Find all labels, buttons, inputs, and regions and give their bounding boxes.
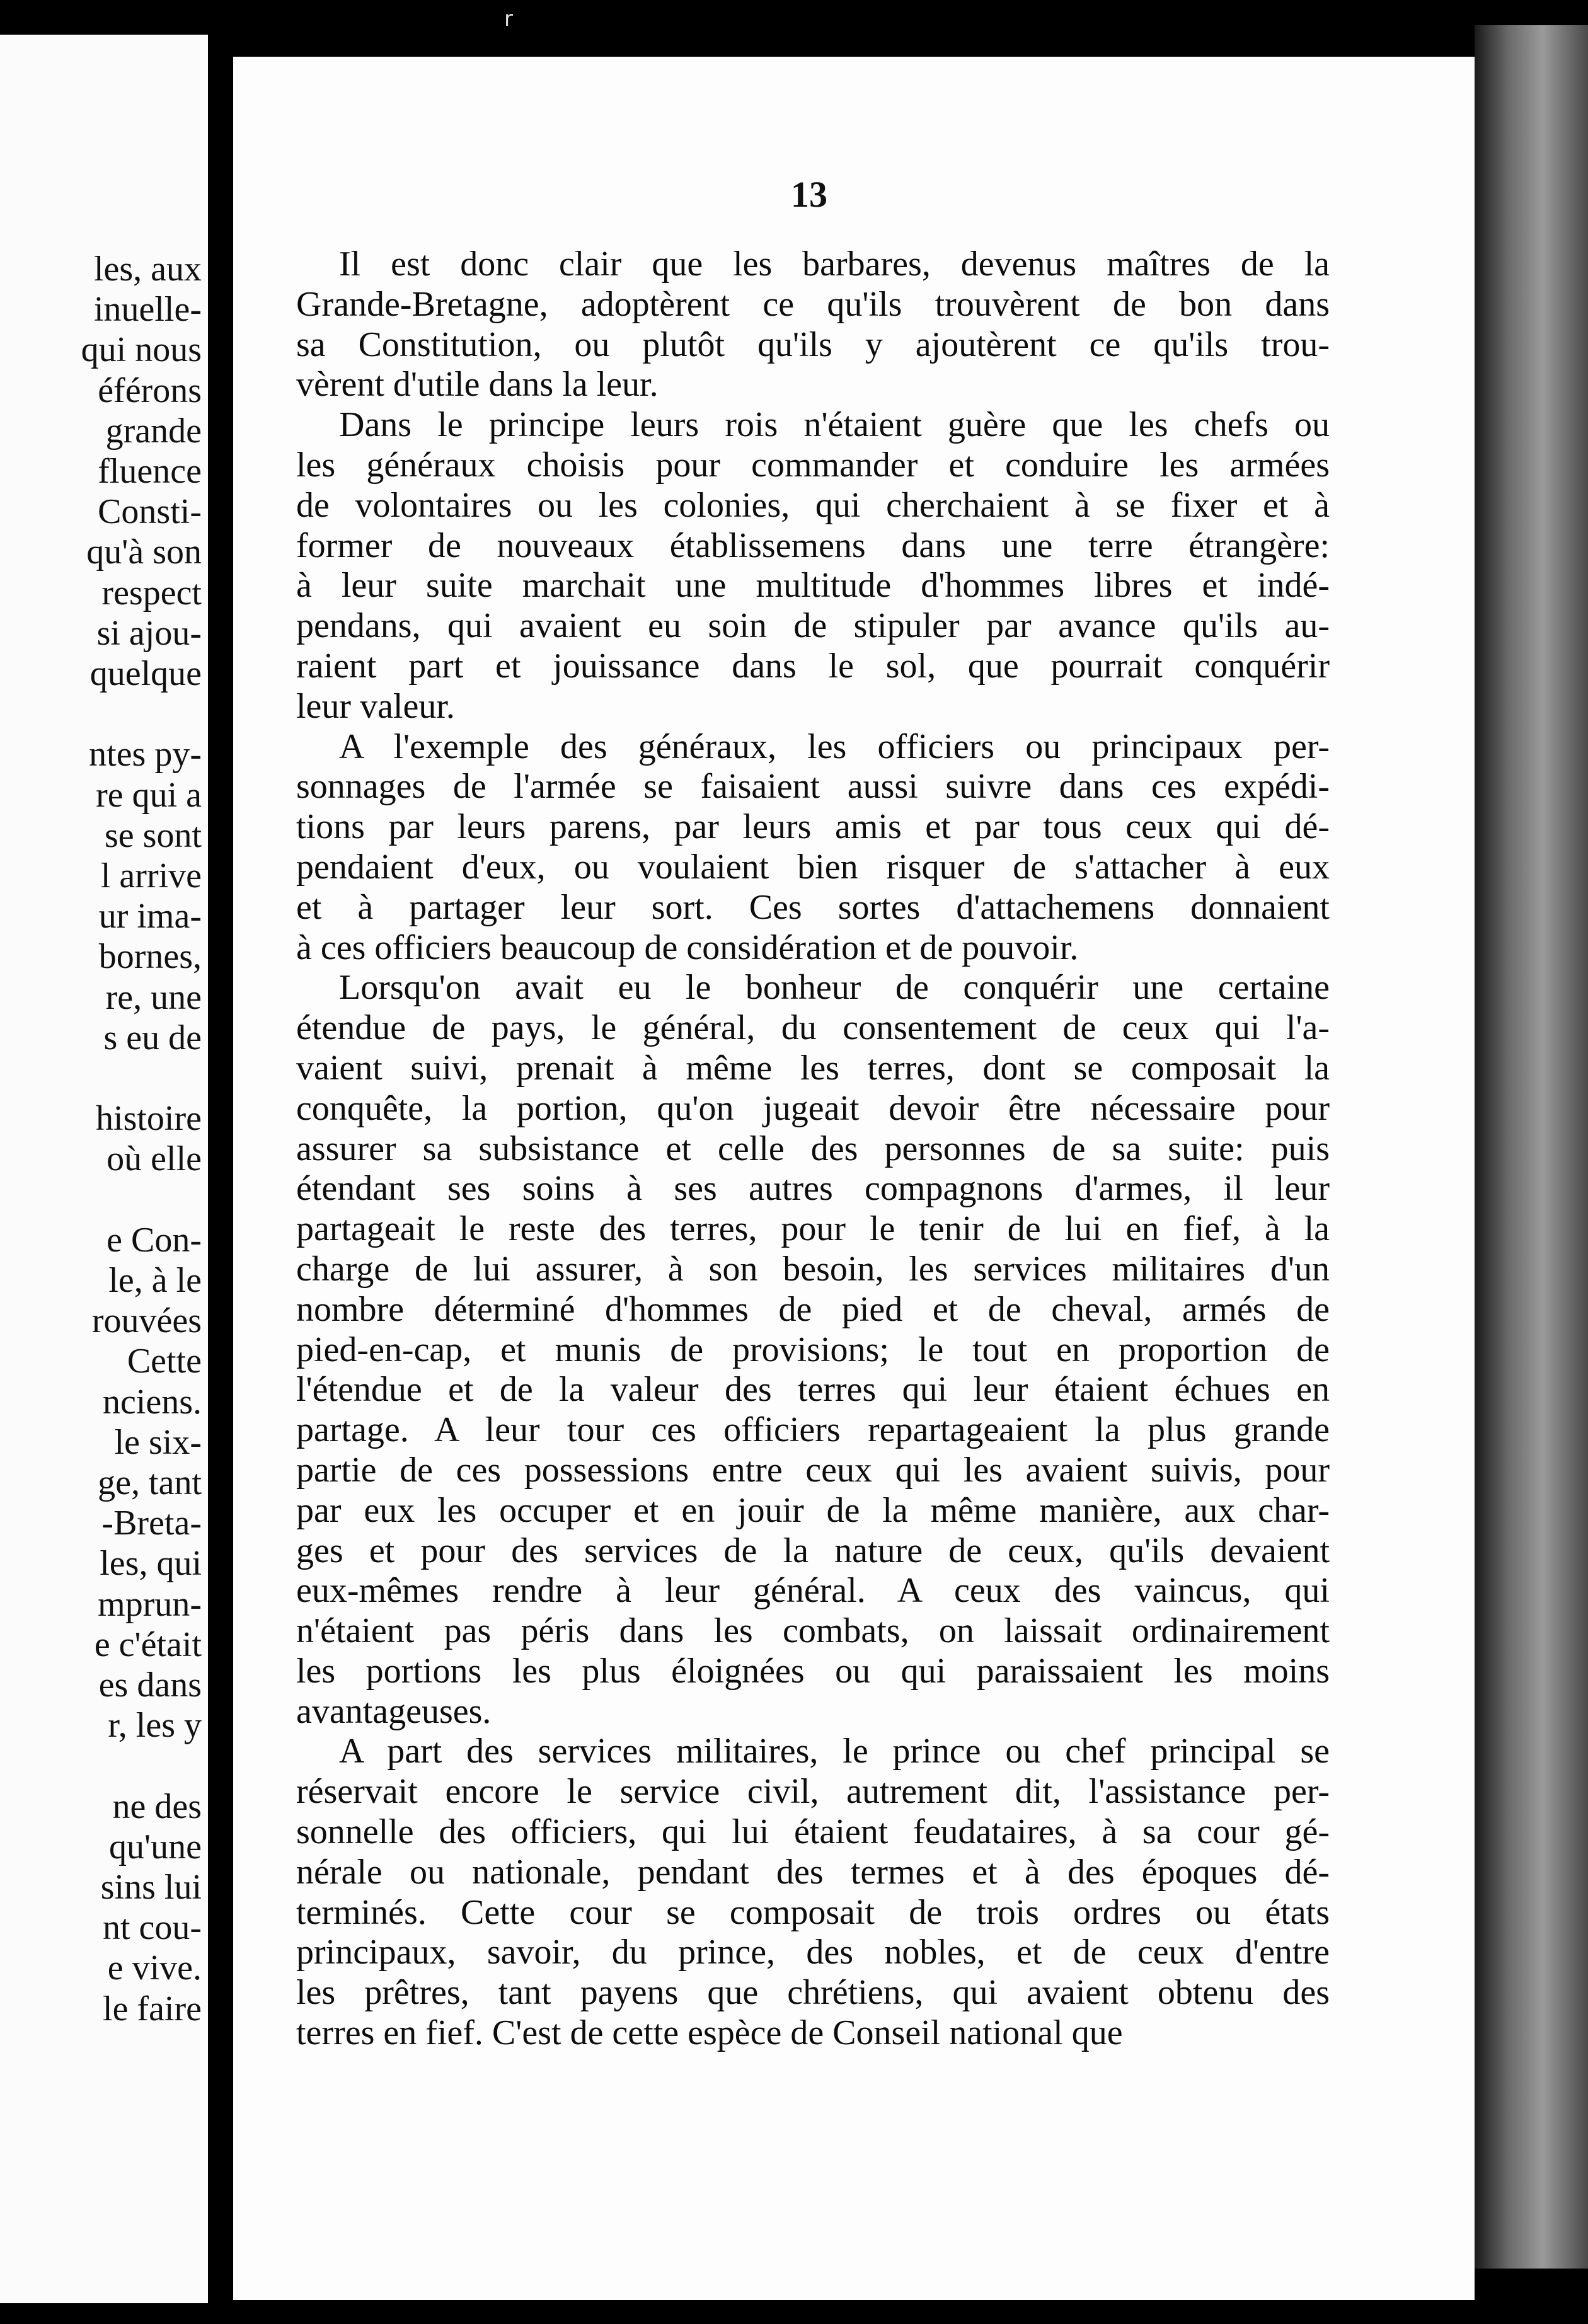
left-page-line: e Con- — [106, 1220, 202, 1260]
text-line: ges et pour des services de la nature de ceux, qu'ils devaient — [296, 1531, 1330, 1570]
text-line: terminés. Cette cour se composait de trois ordres ou états — [296, 1892, 1330, 1932]
left-page-fragment — [0, 35, 221, 2303]
left-page-line: les, aux — [93, 250, 202, 289]
left-page-line: inuelle- — [93, 290, 202, 330]
left-page-line: respect — [101, 573, 202, 613]
left-page-line: quelque — [89, 654, 202, 693]
text-line: les prêtres, tant payens que chrétiens, qui avaient obtenu des — [296, 1973, 1330, 2013]
page-gutter — [208, 0, 233, 2324]
text-line: tions par leurs parens, par leurs amis et par tous ceux qui dé- — [296, 807, 1330, 847]
left-page-line: r, les y — [108, 1706, 202, 1746]
text-line: Grande-Bretagne, adoptèrent ce qu'ils trouvèrent de bon dans — [296, 284, 1330, 324]
text-line: former de nouveaux établissemens dans une terre étrangère: — [296, 526, 1330, 565]
text-line: à ces officiers beaucoup de considération et de pouvoir. — [296, 928, 1079, 967]
text-line: étendant ses soins à ses autres compagnons d'armes, il leur — [296, 1169, 1330, 1209]
left-page-line: es dans — [98, 1665, 202, 1705]
body-text — [296, 244, 1330, 2054]
left-page-line: si ajou- — [96, 613, 202, 653]
paragraph — [296, 727, 1330, 969]
left-page-line: fluence — [98, 452, 202, 491]
text-line: leur valeur. — [296, 686, 455, 726]
text-line: les portions les plus éloignées ou qui paraissaient les moins — [296, 1651, 1330, 1691]
text-line: A l'exemple des généraux, les officiers ou principaux per- — [339, 727, 1330, 766]
text-line: par eux les occuper et en jouir de la même manière, aux char- — [296, 1490, 1330, 1530]
left-page-line: l arrive — [100, 856, 202, 895]
text-line: partie de ces possessions entre ceux qui les avaient suivis, pour — [296, 1450, 1330, 1490]
text-line: pendans, qui avaient eu soin de stipuler par avance qu'ils au- — [296, 606, 1330, 646]
left-page-line: qu'une — [109, 1827, 202, 1867]
left-page-line: se sont — [105, 815, 202, 855]
text-line: et à partager leur sort. Ces sortes d'attachemens donnaient — [296, 887, 1330, 927]
left-page-line: Consti- — [98, 492, 202, 532]
text-line: partageait le reste des terres, pour le tenir de lui en fief, à la — [296, 1209, 1330, 1249]
left-page-line: le, à le — [108, 1261, 202, 1300]
text-line: l'étendue et de la valeur des terres qui leur étaient échues en — [296, 1370, 1330, 1410]
text-line: partage. A leur tour ces officiers repartageaient la plus grande — [296, 1410, 1330, 1450]
text-line: assurer sa subsistance et celle des personnes de sa suite: puis — [296, 1129, 1330, 1168]
left-page-line: ntes py- — [89, 735, 202, 774]
text-line: les généraux choisis pour commander et conduire les armées — [296, 445, 1330, 485]
paragraph — [296, 405, 1330, 727]
text-line: pendaient d'eux, ou voulaient bien risquer de s'attacher à eux — [296, 847, 1330, 887]
text-line: charge de lui assurer, à son besoin, les services militaires d'un — [296, 1249, 1330, 1289]
left-page-line: les, qui — [100, 1544, 202, 1584]
left-page-line: Cette — [127, 1342, 202, 1381]
text-line: Il est donc clair que les barbares, devenus maîtres de la — [339, 244, 1330, 284]
page-edge-shadow — [1475, 25, 1588, 2269]
text-line: nombre déterminé d'hommes de pied et de cheval, armés de — [296, 1289, 1330, 1329]
left-page-line: qu'à son — [86, 532, 202, 572]
text-line: vaient suivi, prenait à même les terres, dont se composait la — [296, 1048, 1330, 1088]
text-line: raient part et jouissance dans le sol, que pourrait conquérir — [296, 646, 1330, 686]
paragraph — [296, 968, 1330, 1732]
left-page-line: mprun- — [98, 1584, 202, 1624]
left-page-line: le six- — [114, 1422, 202, 1462]
left-page-line: sins lui — [100, 1868, 202, 1907]
left-page-line: le faire — [103, 1989, 202, 2028]
text-line: sa Constitution, ou plutôt qu'ils y ajoutèrent ce qu'ils trou- — [296, 325, 1330, 364]
left-page-line: e c'était — [94, 1625, 202, 1664]
left-page-line: s eu de — [103, 1018, 202, 1057]
left-page-line: re, une — [105, 977, 202, 1017]
text-line: principaux, savoir, du prince, des nobles, et de ceux d'entre — [296, 1933, 1330, 1972]
left-page-line: rouvées — [91, 1301, 202, 1341]
text-line: sonnelle des officiers, qui lui étaient feudataires, à sa cour gé- — [296, 1812, 1330, 1852]
text-line: vèrent d'utile dans la leur. — [296, 365, 659, 405]
text-line: pied-en-cap, et munis de provisions; le tout en proportion de — [296, 1330, 1330, 1369]
left-page-line: re qui a — [96, 775, 202, 815]
text-line: Dans le principe leurs rois n'étaient guère que les chefs ou — [339, 405, 1330, 445]
left-page-line: e vive. — [107, 1948, 202, 1988]
left-page-line: bornes, — [98, 937, 202, 977]
text-line: de volontaires ou les colonies, qui cherchaient à se fixer et à — [296, 485, 1330, 525]
text-line: Lorsqu'on avait eu le bonheur de conquérir une certaine — [339, 968, 1330, 1008]
text-line: sonnages de l'armée se faisaient aussi suivre dans ces expédi- — [296, 767, 1330, 807]
left-page-line: ge, tant — [98, 1463, 202, 1502]
left-page-line: ne des — [112, 1786, 202, 1826]
text-line: étendue de pays, le général, du consentement de ceux qui l'a- — [296, 1008, 1330, 1048]
text-line: conquête, la portion, qu'on jugeait devoir être nécessaire pour — [296, 1088, 1330, 1128]
text-line: réservait encore le service civil, autrement dit, l'assistance per- — [296, 1772, 1330, 1812]
page-number: 13 — [791, 174, 827, 215]
left-page-line: ur ima- — [98, 897, 202, 936]
left-page-line: nciens. — [102, 1382, 202, 1422]
left-page-line: -Breta- — [101, 1504, 202, 1543]
text-line: avantageuses. — [296, 1691, 492, 1731]
top-mark: r — [504, 6, 513, 32]
text-line: A part des services militaires, le prince ou chef principal se — [339, 1732, 1330, 1771]
text-line: eux-mêmes rendre à leur général. A ceux des vaincus, qui — [296, 1571, 1330, 1611]
left-page-line: où elle — [106, 1139, 202, 1179]
left-page-line: grande — [105, 411, 202, 451]
text-line: à leur suite marchait une multitude d'hommes libres et indé- — [296, 566, 1330, 606]
left-page-line: éférons — [98, 371, 202, 410]
paragraph — [296, 244, 1330, 405]
left-page-line: histoire — [96, 1099, 202, 1139]
left-page-line: qui nous — [81, 330, 202, 370]
text-line: n'étaient pas péris dans les combats, on laissait ordinairement — [296, 1611, 1330, 1651]
text-line: terres en fief. C'est de cette espèce de Conseil national que — [296, 2013, 1123, 2053]
left-page-line: nt cou- — [102, 1908, 202, 1948]
text-line: nérale ou nationale, pendant des termes et à des époques dé- — [296, 1852, 1330, 1892]
paragraph — [296, 1732, 1330, 2053]
